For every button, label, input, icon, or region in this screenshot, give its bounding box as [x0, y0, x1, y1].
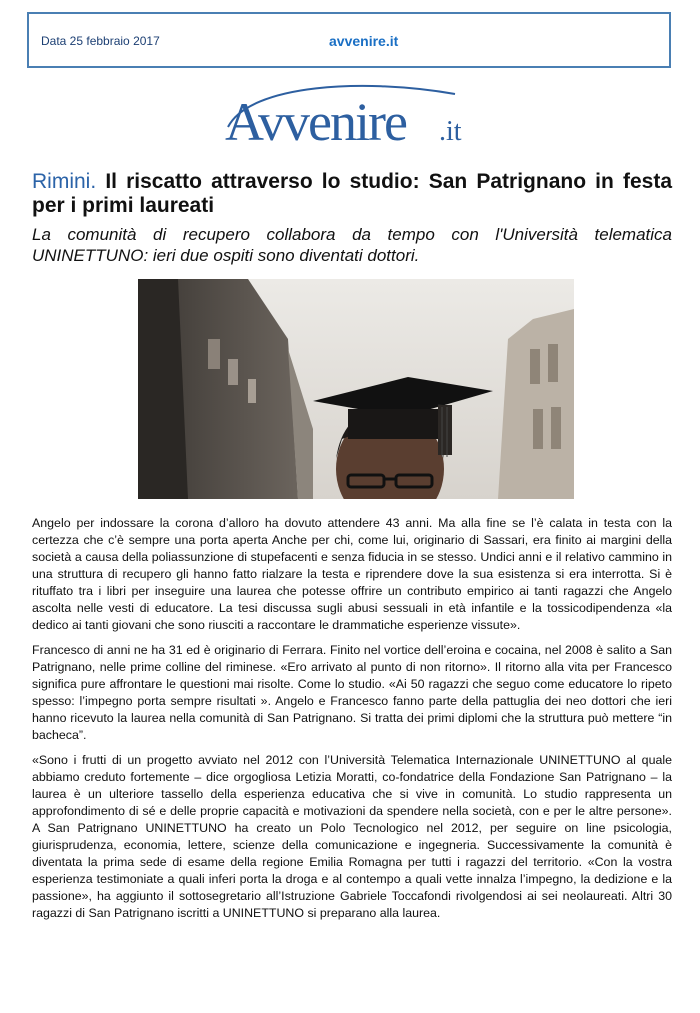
- article-title-text: Il riscatto attraverso lo studio: San Patrignano in festa per i primi laureati: [32, 170, 672, 217]
- article-location: Rimini.: [32, 170, 97, 193]
- article-body: [32, 515, 672, 930]
- avvenire-logo: [225, 82, 485, 146]
- logo-suffix: .it: [439, 116, 462, 146]
- paragraph: Angelo per indossare la corona d’alloro ha dovuto attendere 43 anni. Ma alla fine se l’è calata in testa con la certezza che c’è sempre una porta aperta Anche per chi, come lui, originario di Sassari, era finito ai margini della società a causa della poliassunzione di stupefacenti e senza fiducia in se stesso. Undici anni e il relativo cammino in una struttura di recupero gli hanno fatto rialzare la testa e riprendere dove la sua esistenza si era interrotta. Si è rituffato tra i libri per inseguire una laurea che potesse offrire un contributo empirico ai tanti ragazzi che Angelo ascolta nelle vesti di educatore. La tesi discussa sugli abusi sessuali in età infantile e la tossicodipendenza «la dedico ai tanti giovani che sono riusciti a raccontare le drammatiche esperienze vissute».: [32, 516, 672, 632]
- article-title: [32, 170, 672, 218]
- logo-wordmark: Avvenire: [225, 92, 406, 146]
- graduate-photo: [138, 279, 574, 499]
- paragraph: «Sono i frutti di un progetto avviato nel 2012 con l’Università Telematica Internazionale UNINETTUNO al quale abbiamo creduto fortemente – dice orgogliosa Letizia Moratti, co-fondatrice della Fondazione San Patrignano – la laurea è un ulteriore tassello della esperienza educativa che si vive in comunità. Lo studio rappresenta un approfondimento di sé e delle proprie capacità e motivazioni da spendere nella società, con e per le altre persone». A San Patrignano UNINETTUNO ha creato un Polo Tecnologico nel 2012, per seguire on line psicologia, giurisprudenza, economia, lettere, scienze della comunicazione e ingegneria. Successivamente la comunità è diventata la prima sede di esame della regione Emilia Romagna per tutti i ragazzi del territorio. «Con la vostra esperienza testimoniate a quali inferi porta la droga e al contempo a quali vette innalza l’impegno, la dedizione e la passione», ha aggiunto il sottosegretario all’Istruzione Gabriele Toccafondi rivolgendosi ai sei neolaureati. Altri 30 ragazzi di San Patrignano iscritti a UNINETTUNO si preparano alla laurea.: [32, 753, 672, 920]
- header-box: [27, 12, 671, 68]
- paragraph: Francesco di anni ne ha 31 ed è originario di Ferrara. Finito nel vortice dell’eroina e cocaina, nel 2008 è salito a San Patrignano, nelle prime colline del riminese. «Ero arrivato al punto di non ritorno». Il ritorno alla vita per Francesco significa pure affrontare le questioni mai risolte. Come lo studio. «Ai 50 ragazzi che seguo come educatore lo ripeto spesso: l’impegno porta sempre risultati ». Angelo e Francesco fanno parte della pattuglia dei neo dottori che ieri hanno ricevuto la laurea nella comunità di San Patrignano. Si tratta dei primi diplomi che la struttura può mettere “in bacheca”.: [32, 643, 672, 742]
- site-name[interactable]: avvenire.it: [329, 33, 399, 49]
- article-subtitle: La comunità di recupero collabora da tempo con l'Università telematica UNINETTUNO: ieri due ospiti sono diventati dottori.: [32, 225, 672, 265]
- publication-date: Data 25 febbraio 2017: [41, 34, 160, 48]
